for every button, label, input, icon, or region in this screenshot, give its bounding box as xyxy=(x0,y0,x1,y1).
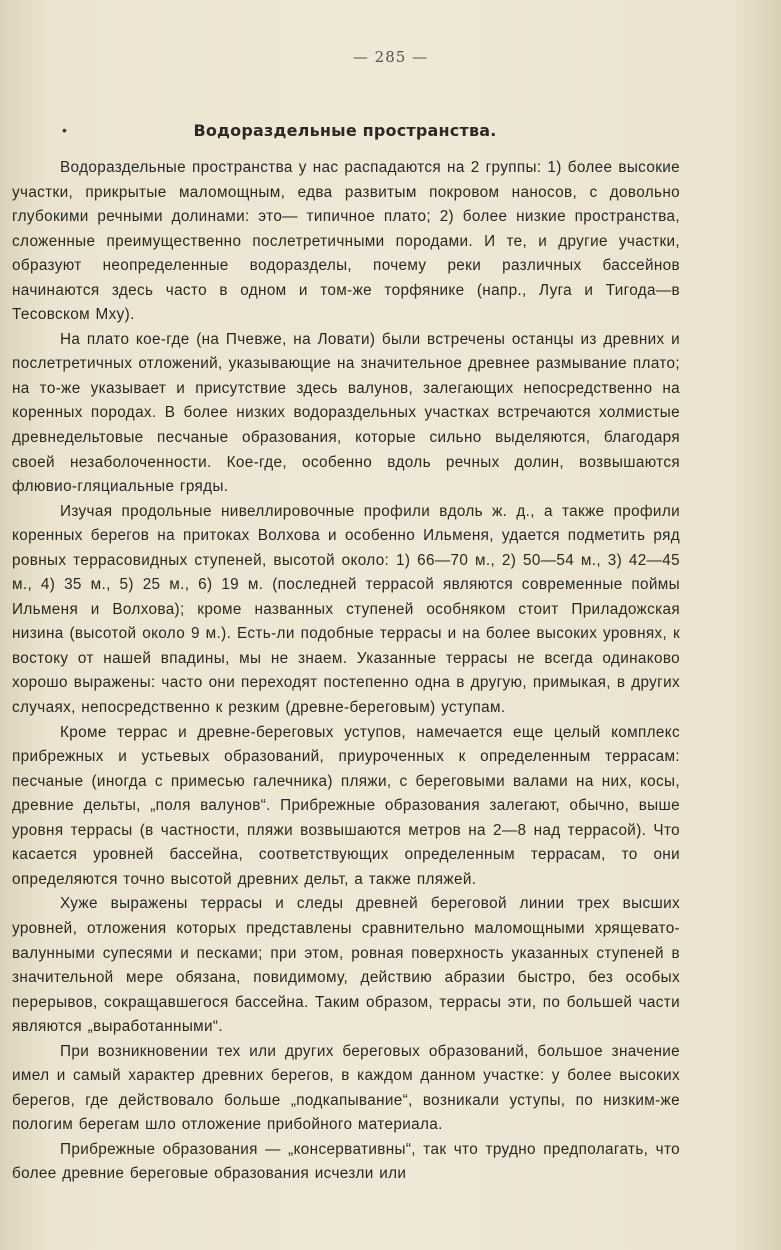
bullet-mark: • xyxy=(62,122,67,138)
paragraph: Кроме террас и древне-береговых уступов, намечается еще целый комплекс прибрежных и устьевых образований, приуроченных к определенным террасам: песчаные (иногда с примесью галечника) пляжи, с береговыми валами на них, косы, древние дельты, „поля валунов“. Прибрежные образования залегают, обычно, выше уровня террасы (в частности, пляжи возвышаются метров на 2—8 над террасой). Что касается уровней бассейна, соответствующих определенным террасам, то они определяются точно высотой древних дельт, а также пляжей. xyxy=(12,723,680,888)
paragraph: На плато кое-где (на Пчевже, на Ловати) были встречены останцы из древних и послетретичных отложений, указывающие на значительное древнее размывание плато; на то-же указывает и присутствие здесь валунов, залегающих непосредственно на коренных породах. В более низких водораздельных участках встречаются холмистые древнедельтовые песчаные образования, которые сильно выделяются, благодаря своей незаболоченности. Кое-где, особенно вдоль речных долин, возвышаются флювио-гляциальные гряды. xyxy=(12,330,680,496)
paragraph: Прибрежные образования — „консервативны“, так что трудно предполагать, что более древние береговые образования исчезли или xyxy=(12,1140,680,1183)
page-number: — 285 — xyxy=(352,48,429,66)
paragraph: При возникновении тех или других береговых образований, большое значение имел и самый характер древних берегов, в каждом данном участке: у более высоких берегов, где действовало больше „подкапывание“, возникали уступы, по низким-же пологим берегам шло отложение прибойного материала. xyxy=(12,1042,680,1134)
paragraph: Изучая продольные нивеллировочные профили вдоль ж. д., а также профили коренных берегов на притоках Волхова и особенно Ильменя, удается подметить ряд ровных террасовидных ступеней, высотой около: 1) 66—70 м., 2) 50—54 м., 3) 42—45 м., 4) 35 м., 5) 25 м., 6) 19 м. (последней террасой являются современные поймы Ильменя и Волхова); кроме названных ступеней особняком стоит Приладожская низина (высотой около 9 м.). Есть-ли подобные террасы и на более высоких уровнях, к востоку от нашей впадины, мы не знаем. Указанные террасы не всегда одинаково хорошо выражены: часто они переходят постепенно одна в другую, примыкая, в других случаях, непосредственно к резким (древне-береговым) уступам. xyxy=(12,502,680,717)
paragraph: Хуже выражены террасы и следы древней береговой линии трех высших уровней, отложения которых представлены сравнительно маломощными хрящевато-валунными супесями и песками; при этом, ровная поверхность указанных ступеней в значительной мере обязана, повидимому, действию абразии быстро, без особых перерывов, сокращавшегося бассейна. Таким образом, террасы эти, по большей части являются „выработанными“. xyxy=(12,895,680,1036)
body-text xyxy=(12,156,680,1187)
paragraph: Водораздельные пространства у нас распадаются на 2 группы: 1) более высокие участки, прикрытые маломощным, едва развитым покровом наносов, с довольно глубокими речными долинами: это— типичное плато; 2) более низкие пространства, сложенные преимущественно послетретичными породами. И те, и другие участки, образуют неопределенные водоразделы, почему реки различных бассейнов начинаются здесь часто в одном и том-же торфянике (напр., Луга и Тигода—в Тесовском Мху). xyxy=(12,159,680,324)
section-title: Водораздельные пространства. xyxy=(193,121,497,140)
